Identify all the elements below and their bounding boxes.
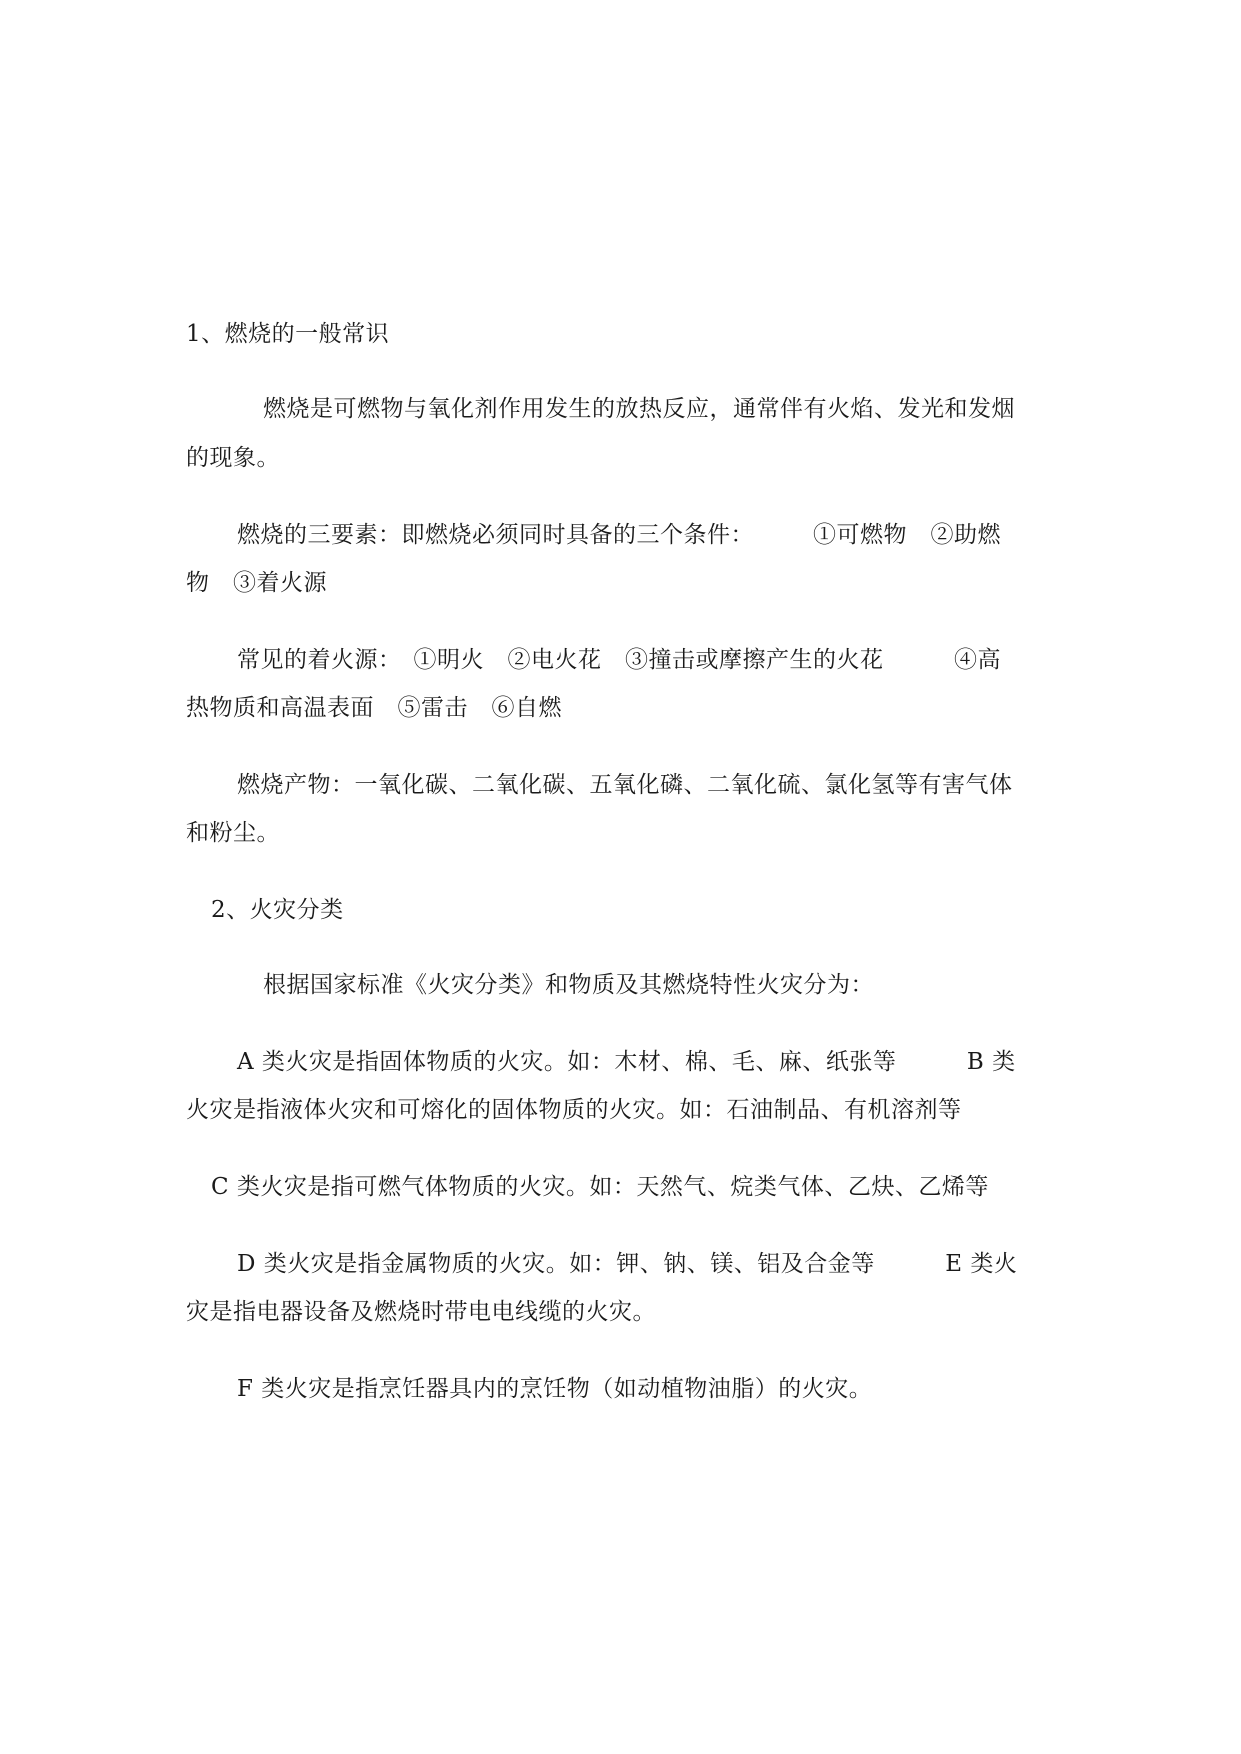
paragraph-line: D 类火灾是指金属物质的火灾。如：钾、钠、镁、铝及合金等 E 类火 xyxy=(237,1251,1018,1277)
paragraph-line: 物 ③着火源 xyxy=(186,570,327,596)
paragraph-line: 燃烧的三要素：即燃烧必须同时具备的三个条件： ①可燃物 ②助燃 xyxy=(237,522,1001,548)
paragraph-line: F 类火灾是指烹饪器具内的烹饪物（如动植物油脂）的火灾。 xyxy=(237,1376,873,1402)
paragraph-line: 燃烧是可燃物与氧化剂作用发生的放热反应，通常伴有火焰、发光和发烟 xyxy=(263,396,1015,422)
paragraph-line: 火灾是指液体火灾和可熔化的固体物质的火灾。如：石油制品、有机溶剂等 xyxy=(186,1097,962,1123)
paragraph-line: 常见的着火源： ①明火 ②电火花 ③撞击或摩擦产生的火花 ④高 xyxy=(237,647,1001,673)
paragraph-line: C 类火灾是指可燃气体物质的火灾。如：天然气、烷类气体、乙炔、乙烯等 xyxy=(211,1174,989,1200)
paragraph-line: 热物质和高温表面 ⑤雷击 ⑥自燃 xyxy=(186,695,562,721)
paragraph-line: 的现象。 xyxy=(186,445,280,471)
paragraph-line: 灾是指电器设备及燃烧时带电电线缆的火灾。 xyxy=(186,1299,656,1325)
section-heading-fire-classification: 2、火灾分类 xyxy=(211,897,344,923)
paragraph-line: 根据国家标准《火灾分类》和物质及其燃烧特性火灾分为： xyxy=(263,972,874,998)
paragraph-line: 燃烧产物：一氧化碳、二氧化碳、五氧化磷、二氧化硫、氯化氢等有害气体 xyxy=(237,772,1013,798)
paragraph-line: A 类火灾是指固体物质的火灾。如：木材、棉、毛、麻、纸张等 B 类 xyxy=(237,1049,1016,1075)
section-heading-combustion: 1、燃烧的一般常识 xyxy=(186,321,390,347)
paragraph-line: 和粉尘。 xyxy=(186,820,280,846)
